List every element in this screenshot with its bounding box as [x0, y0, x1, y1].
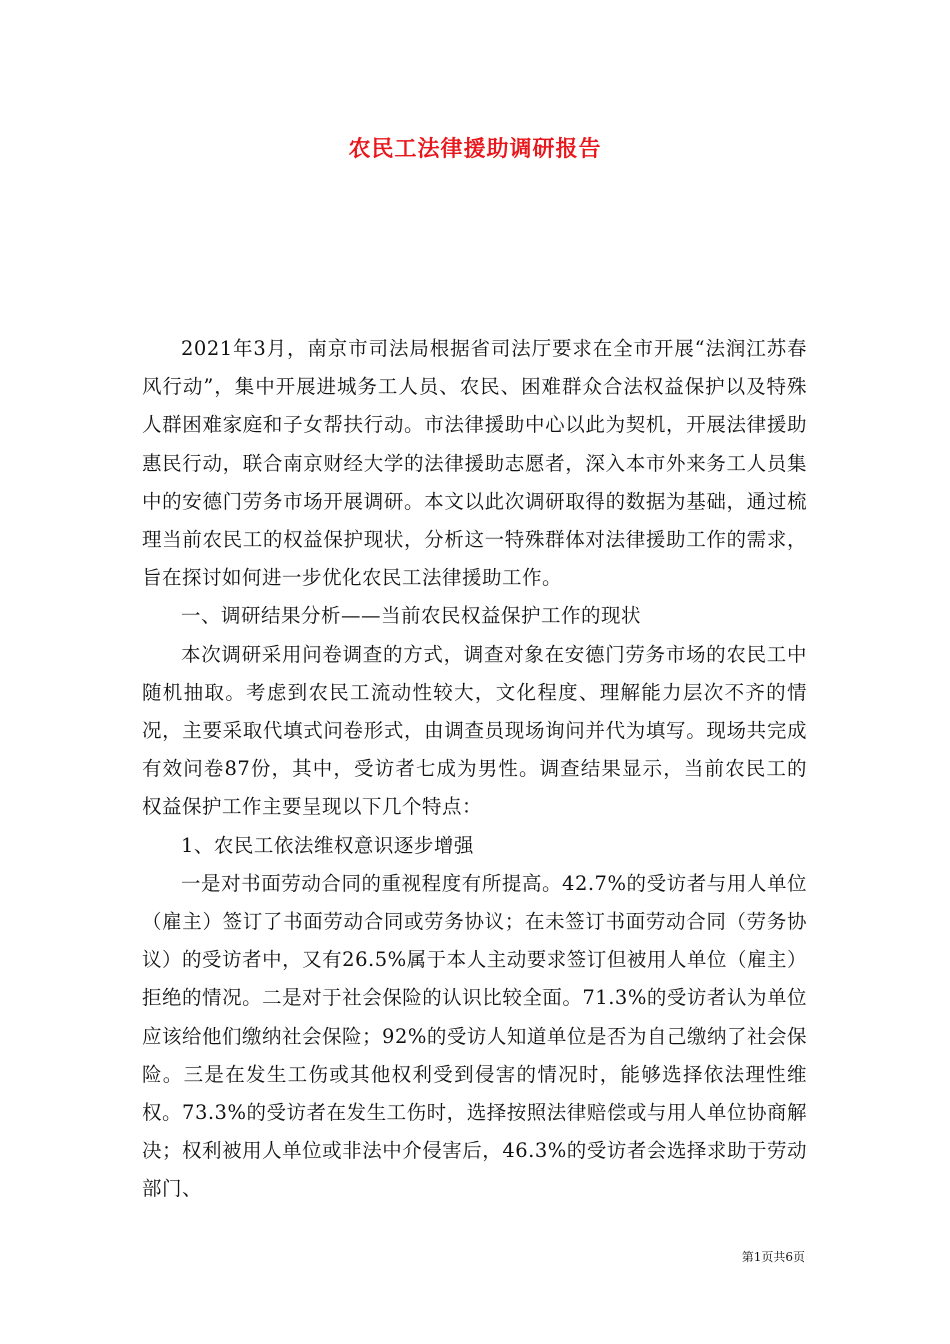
- paragraph-survey-method: 本次调研采用问卷调查的方式，调查对象在安德门劳务市场的农民工中随机抽取。考虑到农民工流动性较大，文化程度、理解能力层次不齐的情况，主要采取代填式问卷形式，由调查员现场询问并代为填写。现场共完成有效问卷87份，其中，受访者七成为男性。调查结果显示，当前农民工的权益保护工作主要呈现以下几个特点：: [142, 642, 807, 819]
- paragraph-intro: 2021年3月，南京市司法局根据省司法厅要求在全市开展“法润江苏春风行动”，集中开展进城务工人员、农民、困难群众合法权益保护以及特殊人群困难家庭和子女帮扶行动。市法律援助中心以此为契机，开展法律援助惠民行动，联合南京财经大学的法律援助志愿者，深入本市外来务工人员集中的安德门劳务市场开展调研。本文以此次调研取得的数据为基础，通过梳理当前农民工的权益保护现状，分析这一特殊群体对法律援助工作的需求，旨在探讨如何进一步优化农民工法律援助工作。: [142, 337, 807, 590]
- paragraph-findings: 一是对书面劳动合同的重视程度有所提高。42.7%的受访者与用人单位（雇主）签订了书面劳动合同或劳务协议；在未签订书面劳动合同（劳务协议）的受访者中，又有26.5%属于本人主动要求签订但被用人单位（雇主）拒绝的情况。二是对于社会保险的认识比较全面。71.3%的受访者认为单位应该给他们缴纳社会保险；92%的受访人知道单位是否为自己缴纳了社会保险。三是在发生工伤或其他权利受到侵害的情况时，能够选择依法理性维权。73.3%的受访者在发生工伤时，选择按照法律赔偿或与用人单位协商解决；权利被用人单位或非法中介侵害后，46.3%的受访者会选择求助于劳动部门、: [142, 871, 807, 1201]
- page-number: 第1页共6页: [741, 1250, 805, 1264]
- document-title: 农民工法律援助调研报告: [348, 136, 602, 162]
- document-body: [142, 330, 807, 1209]
- subsection-heading-1: 1、农民工依法维权意识逐步增强: [181, 833, 474, 857]
- section-heading-1: 一、调研结果分析——当前农民权益保护工作的现状: [181, 604, 642, 628]
